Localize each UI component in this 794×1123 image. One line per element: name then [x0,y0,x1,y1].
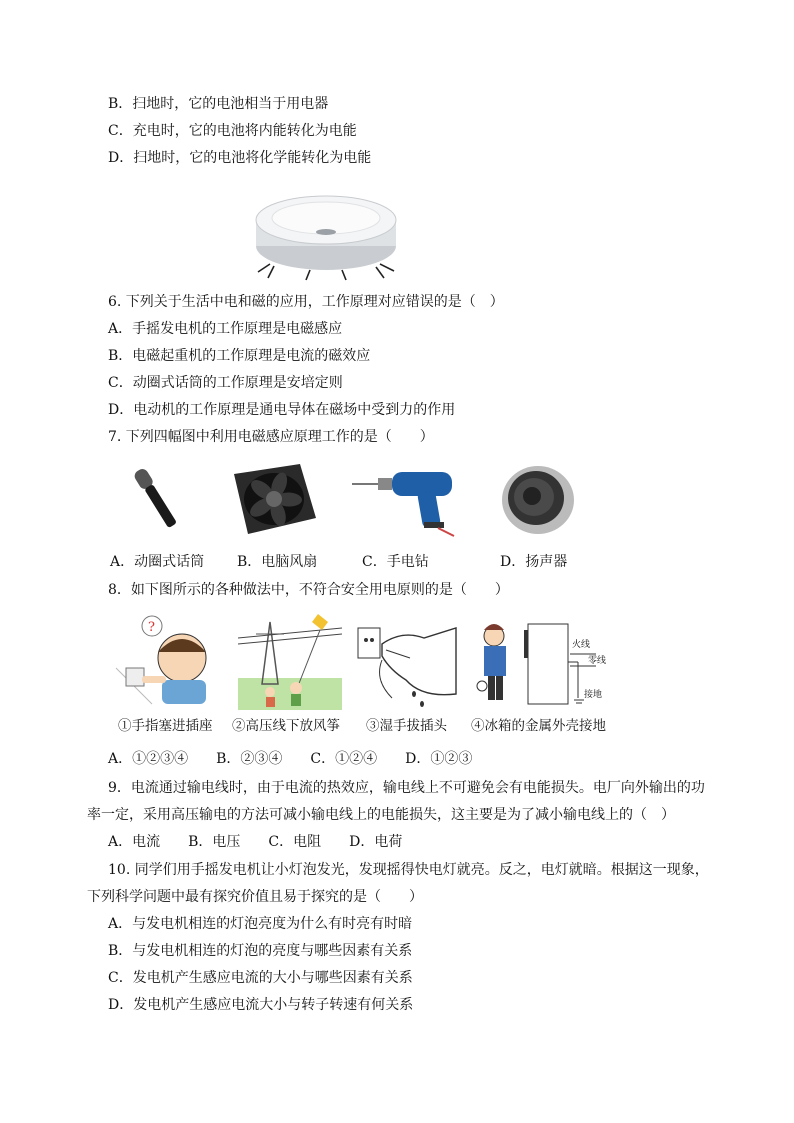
q9-options: A．电流 B．电压 C．电阻 D．电荷 [108,834,403,850]
svg-text:?: ? [148,620,155,635]
speaker-image [494,460,580,538]
q5-option-c: C．充电时，它的电池将内能转化为电能 [108,123,357,139]
fridge-ground-image [474,620,614,710]
q7-option-b: B．电脑风扇 [237,554,318,570]
computer-fan-image [228,460,320,538]
q8-caption-1: ①手指塞进插座 [118,718,213,734]
q6-stem: 6. 下列关于生活中电和磁的应用，工作原理对应错误的是（ ） [108,294,504,310]
q10-option-a: A．与发电机相连的灯泡亮度为什么有时亮有时暗 [108,916,413,932]
wet-hand-plug-image [352,614,464,712]
q6-option-a: A．手摇发电机的工作原理是电磁感应 [108,321,343,337]
robot-vacuum-image [250,176,402,284]
q7-option-d: D．扬声器 [500,554,568,570]
q7-option-a: A．动圈式话筒 [110,554,205,570]
hand-drill-image [350,462,462,538]
q5-option-b: B．扫地时，它的电池相当于用电器 [108,96,329,112]
kite-powerline-image [238,608,342,710]
q10-stem-line2: 下列科学问题中最有探究价值且易于探究的是（ ） [87,889,423,905]
fig-label-live: 火线 [572,640,591,650]
q9-stem-line1: 9．电流通过输电线时，由于电流的热效应，输电线上不可避免会有电能损失。电厂向外输出的功 [108,780,705,796]
q8-options: A．①②③④ B．②③④ C．①②④ D．①②③ [108,751,473,767]
q7-option-c: C．手电钻 [362,554,429,570]
fig-label-ground: 接地 [584,690,603,700]
q8-caption-3: ③湿手拔插头 [366,718,447,734]
child-socket-image [112,608,222,710]
q8-stem: 8．如下图所示的各种做法中，不符合安全用电原则的是（ ） [108,582,509,598]
microphone-image [122,462,188,536]
q5-option-d: D．扫地时，它的电池将化学能转化为电能 [108,150,372,166]
fig-label-neutral: 零线 [588,656,607,666]
q10-option-b: B．与发电机相连的灯泡的亮度与哪些因素有关系 [108,943,413,959]
q6-option-d: D．电动机的工作原理是通电导体在磁场中受到力的作用 [108,402,456,418]
q6-option-c: C．动圈式话筒的工作原理是安培定则 [108,375,343,391]
q10-option-c: C．发电机产生感应电流的大小与哪些因素有关系 [108,970,413,986]
q10-stem-line1: 10. 同学们用手摇发电机让小灯泡发光，发现摇得快电灯就亮。反之，电灯就暗。根据这一现象， [108,862,709,878]
q7-stem: 7. 下列四幅图中利用电磁感应原理工作的是（ ） [108,429,434,445]
q10-option-d: D．发电机产生感应电流大小与转子转速有何关系 [108,997,414,1013]
q6-option-b: B．电磁起重机的工作原理是电流的磁效应 [108,348,371,364]
q9-stem-line2: 率一定，采用高压输电的方法可减小输电线上的电能损失，这主要是为了减小输电线上的（ ） [87,807,675,823]
q8-caption-2: ②高压线下放风筝 [232,718,340,734]
q8-caption-4: ④冰箱的金属外壳接地 [471,718,606,734]
